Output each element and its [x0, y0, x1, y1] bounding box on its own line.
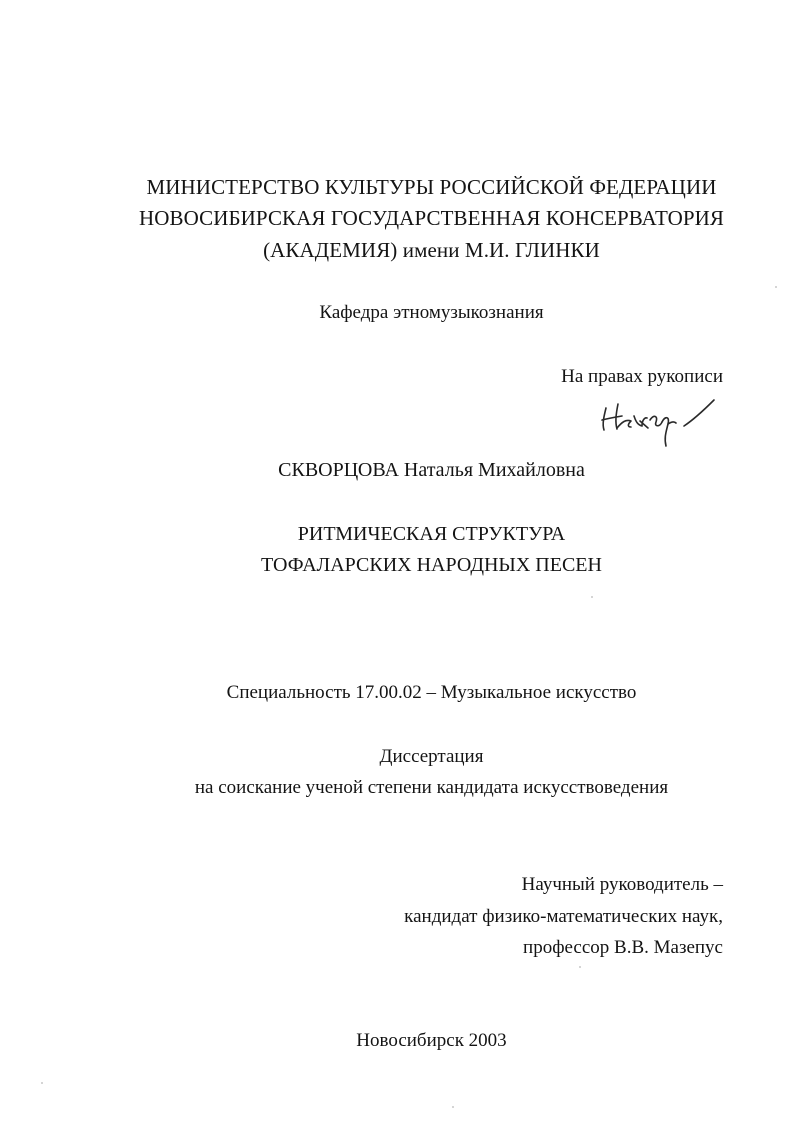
thesis-title-line-1: РИТМИЧЕСКАЯ СТРУКТУРА — [297, 523, 566, 545]
department-label: Кафедра этномузыкознания — [319, 302, 544, 323]
handwritten-signature-icon — [598, 392, 723, 448]
conservatory-heading: НОВОСИБИРСКАЯ ГОСУДАРСТВЕННАЯ КОНСЕРВАТОРИЯ — [138, 206, 725, 230]
thesis-type: Диссертация — [379, 746, 484, 767]
ministry-heading: МИНИСТЕРСТВО КУЛЬТУРЫ РОССИЙСКОЙ ФЕДЕРАЦИИ — [146, 175, 717, 199]
scan-speck — [579, 966, 581, 968]
scan-speck — [591, 596, 593, 598]
specialty-line: Специальность 17.00.02 – Музыкальное искусство — [226, 682, 637, 703]
manuscript-note: На правах рукописи — [561, 366, 723, 387]
scan-speck — [452, 1106, 454, 1108]
city-year: Новосибирск 2003 — [356, 1030, 507, 1051]
thesis-title-line-2: ТОФАЛАРСКИХ НАРОДНЫХ ПЕСЕН — [261, 554, 602, 576]
scan-speck — [41, 1082, 43, 1084]
degree-line: на соискание ученой степени кандидата искусствоведения — [194, 777, 669, 798]
supervisor-role: Научный руководитель – — [521, 874, 723, 895]
academy-heading: (АКАДЕМИЯ) имени М.И. ГЛИНКИ — [263, 238, 600, 262]
author-name: СКВОРЦОВА Наталья Михайловна — [278, 459, 585, 481]
supervisor-name: профессор В.В. Мазепус — [523, 937, 723, 958]
scan-speck — [775, 286, 777, 288]
supervisor-qualification: кандидат физико-математических наук, — [404, 906, 723, 927]
